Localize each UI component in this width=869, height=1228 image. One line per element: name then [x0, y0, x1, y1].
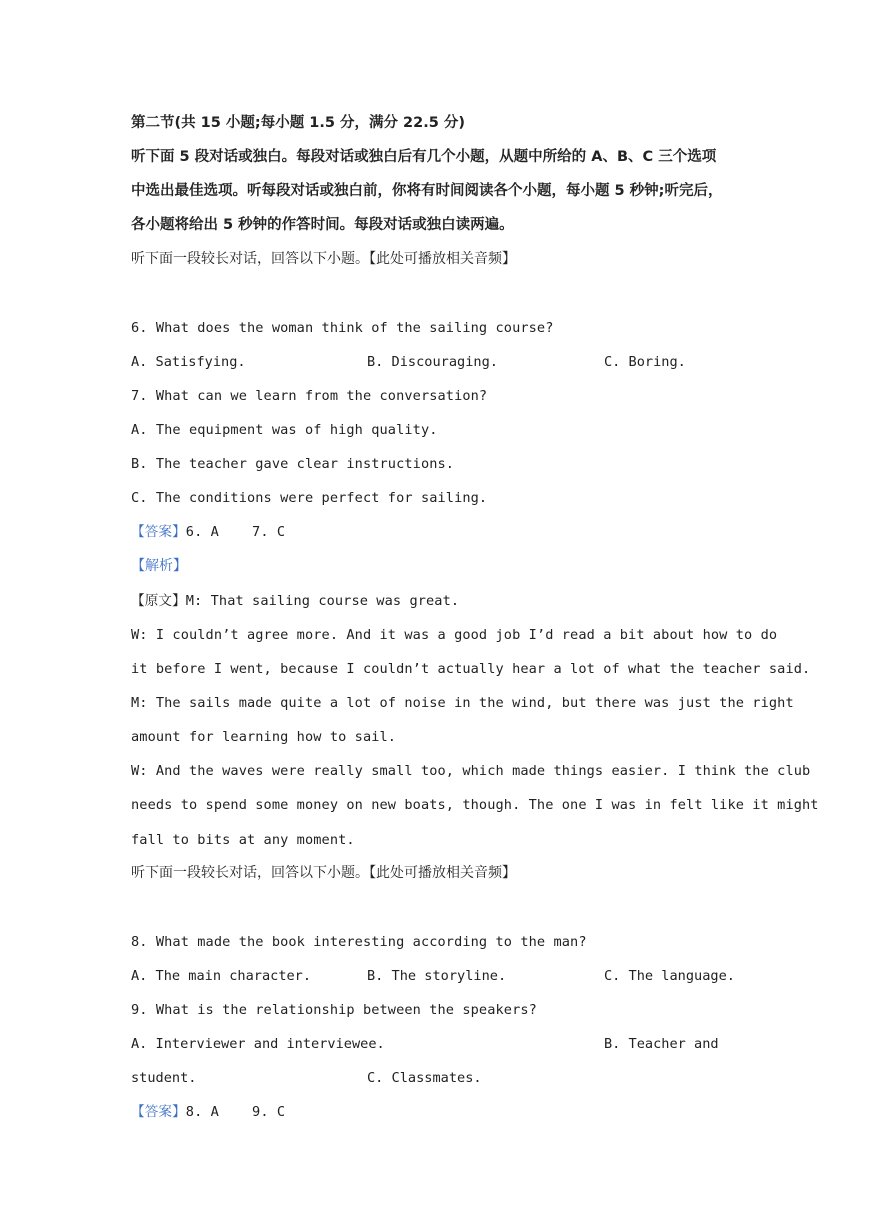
- q7-option-b: B. The teacher gave clear instructions.: [131, 456, 455, 472]
- instruction-line-2: 中选出最佳选项。听每段对话或独白前，你将有时间阅读各个小题，每小题 5 秒钟;听完后，: [131, 183, 723, 199]
- transcript-line: 【原文】M: That sailing course was great.: [131, 593, 460, 609]
- q6-option-a: A. Satisfying.: [131, 354, 246, 370]
- answer-line-1: [131, 522, 285, 542]
- question-6: 6. What does the woman think of the sailing course?: [131, 320, 554, 336]
- transcript-line: W: I couldn’t agree more. And it was a good job I’d read a bit about how to do: [131, 627, 778, 643]
- question-7: 7. What can we learn from the conversation?: [131, 388, 488, 404]
- question-9: 9. What is the relationship between the speakers?: [131, 1002, 537, 1018]
- section-title: 第二节(共 15 小题;每小题 1.5 分，满分 22.5 分): [131, 115, 465, 131]
- q8-option-b: B. The storyline.: [367, 968, 507, 984]
- instruction-line-3: 各小题将给出 5 秒钟的作答时间。每段对话或独白读两遍。: [131, 217, 514, 233]
- answer-tag: 【答案】: [131, 524, 186, 540]
- q9-option-a: A. Interviewer and interviewee.: [131, 1036, 385, 1052]
- transcript-line: amount for learning how to sail.: [131, 729, 397, 745]
- q8-option-c: C. The language.: [604, 968, 735, 984]
- instruction-line-1: 听下面 5 段对话或独白。每段对话或独白后有几个小题，从题中所给的 A、B、C 三个选项: [131, 149, 717, 165]
- q9-option-b: B. Teacher and: [604, 1036, 719, 1052]
- q7-option-a: A. The equipment was of high quality.: [131, 422, 438, 438]
- q6-option-c: C. Boring.: [604, 354, 686, 370]
- dialogue-prompt: 听下面一段较长对话，回答以下小题。【此处可播放相关音频】: [131, 251, 516, 267]
- answer-tag-2: 【答案】: [131, 1104, 186, 1120]
- dialogue-prompt-2: 听下面一段较长对话，回答以下小题。【此处可播放相关音频】: [131, 865, 516, 881]
- transcript-line: it before I went, because I couldn’t actually hear a lot of what the teacher said.: [131, 661, 811, 677]
- q8-option-a: A. The main character.: [131, 968, 312, 984]
- transcript-line: M: The sails made quite a lot of noise in the wind, but there was just the right: [131, 695, 794, 711]
- question-8: 8. What made the book interesting according to the man?: [131, 934, 587, 950]
- q9-option-b-continued: student.: [131, 1070, 197, 1086]
- transcript-line: W: And the waves were really small too, which made things easier. I think the club: [131, 763, 811, 779]
- answer-line-2: [131, 1102, 285, 1122]
- q6-option-b: B. Discouraging.: [367, 354, 498, 370]
- analysis-tag: 【解析】: [131, 558, 187, 574]
- transcript-line: needs to spend some money on new boats, though. The one I was in felt like it might: [131, 797, 819, 813]
- answer-text-2: 8. A 9. C: [185, 1104, 286, 1120]
- q7-option-c: C. The conditions were perfect for sailing.: [131, 490, 488, 506]
- answer-text: 6. A 7. C: [185, 524, 286, 540]
- analysis-line: [131, 556, 187, 576]
- q9-option-c: C. Classmates.: [367, 1070, 482, 1086]
- transcript-line: fall to bits at any moment.: [131, 832, 355, 848]
